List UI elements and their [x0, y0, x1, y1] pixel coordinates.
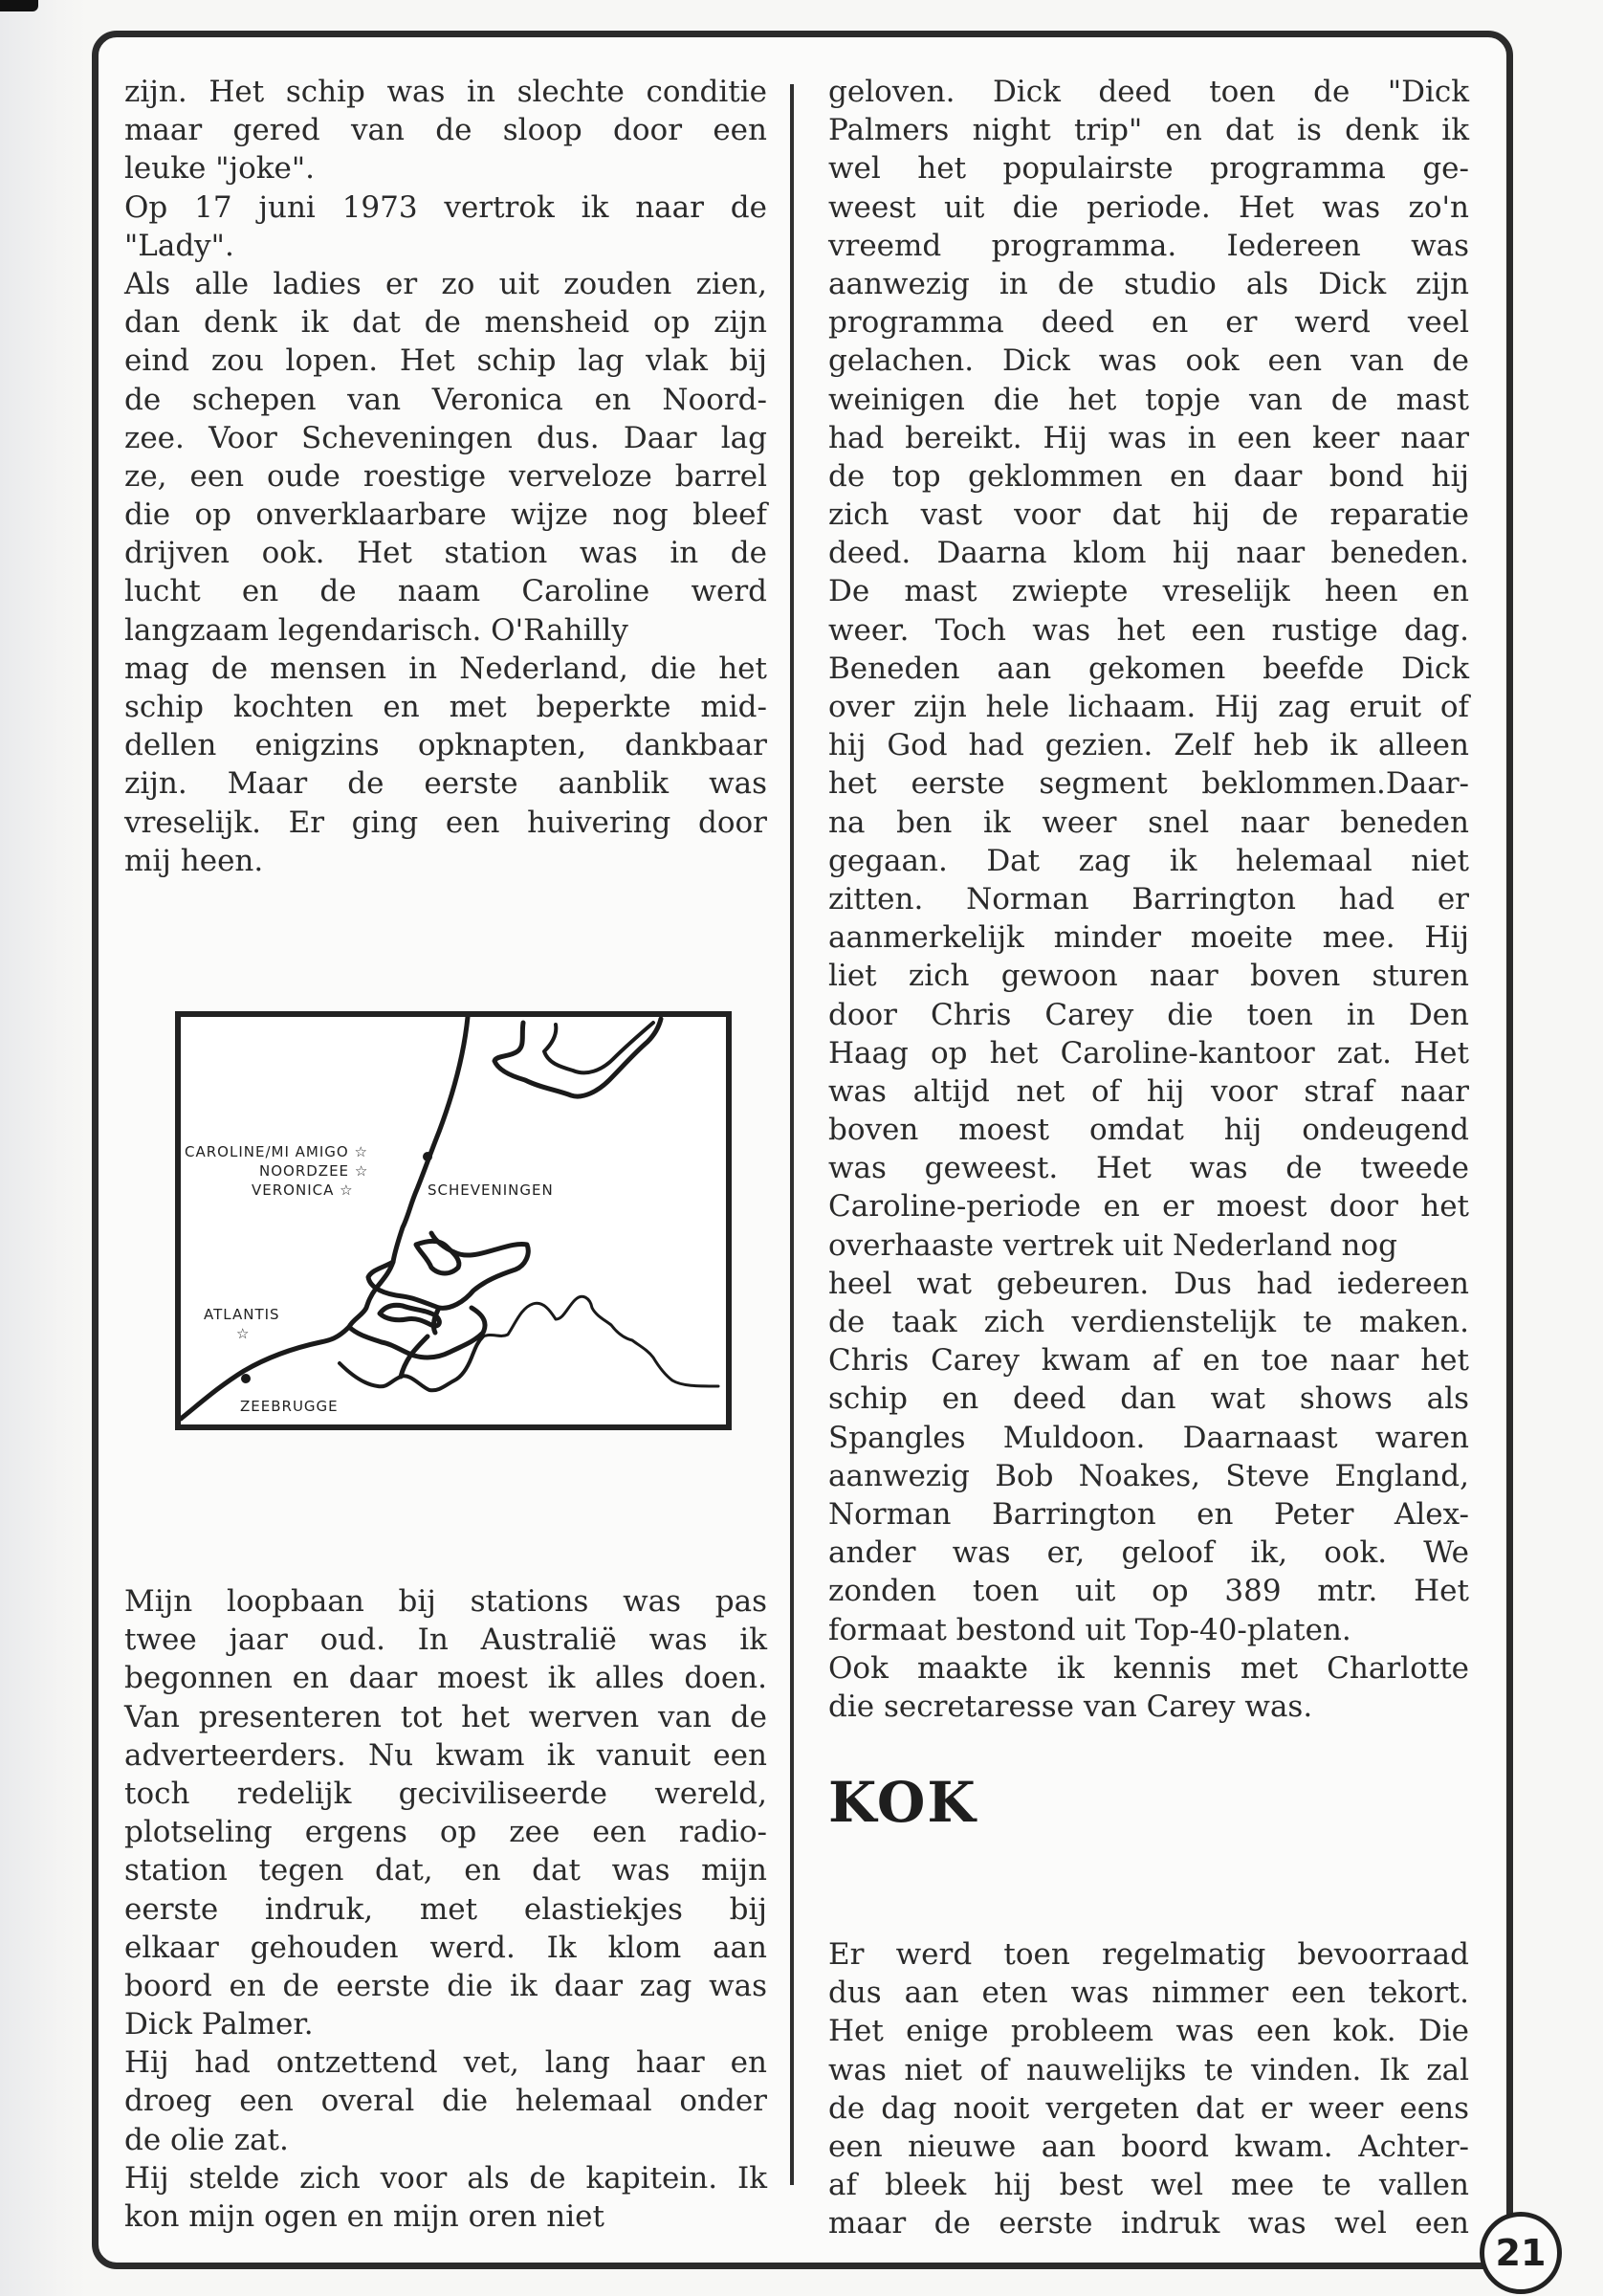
text-line: weinigen die het topje van de mast [828, 382, 1469, 417]
text-line: geloven. Dick deed toen de "Dick [828, 75, 1469, 109]
scheveningen-dot [423, 1152, 432, 1161]
text-line: maar de eerste indruk was wel een [828, 2206, 1469, 2241]
text-line: overhaaste vertrek uit Nederland nog [828, 1227, 1397, 1263]
text-line: de dag nooit vergeten dat er weer eens [828, 2090, 1469, 2126]
text-line: dan denk ik dat de mensheid op zijn [124, 305, 767, 341]
map-label-caroline: CAROLINE/MI AMIGO ☆ [185, 1143, 368, 1160]
text-line: mij heen. [124, 843, 264, 878]
text-line: station tegen dat, en dat was mijn [124, 1853, 767, 1888]
text-line: De mast zwiepte vreselijk heen en [828, 574, 1469, 609]
text-line: de top geklommen en daar bond hij [828, 458, 1469, 494]
text-line: Als alle ladies er zo uit zouden zien, [124, 266, 767, 301]
text-line: liet zich gewoon naar boven sturen [828, 959, 1469, 994]
text-line: zee. Voor Scheveningen dus. Daar lag [124, 420, 767, 455]
right-column-text-bottom [828, 1935, 1469, 2243]
text-line: Er werd toen regelmatig bevoorraad [828, 1937, 1469, 1972]
text-line: Op 17 juni 1973 vertrok ik naar de [124, 189, 767, 225]
text-line: zonden toen uit op 389 mtr. Het [828, 1574, 1469, 1609]
text-line: dus aan eten was nimmer een tekort. [828, 1976, 1469, 2011]
text-line: af bleek hij best wel mee te vallen [828, 2168, 1469, 2203]
text-line: programma deed en er werd veel [828, 305, 1469, 341]
text-line: zijn. Maar de eerste aanblik was [124, 766, 767, 802]
text-line: aanwezig in de studio als Dick zijn [828, 266, 1469, 301]
page-number-badge: 21 [1480, 2212, 1562, 2294]
map-label-atlantis: ATLANTIS [204, 1306, 280, 1323]
scan-edge-shading [0, 0, 86, 2296]
text-line: boven moest omdat hij ondeugend [828, 1113, 1469, 1148]
text-line: Palmers night trip" en dat is denk ik [828, 113, 1469, 148]
text-line: Dick Palmer. [124, 2007, 314, 2042]
column-divider [790, 84, 794, 2185]
scan-corner-artifact [0, 0, 38, 11]
text-line: Beneden aan gekomen beefde Dick [828, 651, 1469, 686]
text-line: aanmerkelijk minder moeite mee. Hij [828, 920, 1469, 956]
text-line: Caroline-periode en er moest door het [828, 1189, 1469, 1225]
text-line: ander was er, geloof ik, ook. We [828, 1535, 1469, 1571]
text-line: Hij had ontzettend vet, lang haar en [124, 2045, 767, 2081]
text-line: eind zou lopen. Het schip lag vlak bij [124, 343, 767, 379]
zeebrugge-dot [241, 1374, 251, 1383]
text-line: Het enige probleem was een kok. Die [828, 2014, 1469, 2049]
text-line: twee jaar oud. In Australië was ik [124, 1623, 767, 1658]
text-line: kon mijn ogen en mijn oren niet [124, 2199, 604, 2234]
text-line: Norman Barrington en Peter Alex- [828, 1496, 1469, 1532]
station-star-icon: ☆ [354, 1162, 369, 1180]
text-line: mag de mensen in Nederland, die het [124, 651, 767, 686]
text-line: dellen enigzins opknapten, dankbaar [124, 728, 767, 763]
text-line: formaat bestond uit Top-40-platen. [828, 1612, 1351, 1647]
right-column-text-top [828, 73, 1469, 1726]
text-line: adverteerders. Nu kwam ik vanuit een [124, 1737, 767, 1773]
text-line: drijven ook. Het station was in de [124, 536, 767, 571]
text-line: zich vast voor dat hij de reparatie [828, 497, 1469, 533]
text-line: schip kochten en met beperkte mid- [124, 690, 767, 724]
section-heading-kok: KOK [828, 1770, 977, 1835]
left-column-text-top [124, 73, 767, 880]
text-line: zijn. Het schip was in slechte conditie [124, 75, 767, 109]
map-label-veronica: VERONICA ☆ [252, 1181, 354, 1199]
text-line: had bereikt. Hij was in een keer naar [828, 420, 1469, 455]
text-line: was altijd net of hij voor straf naar [828, 1073, 1469, 1109]
text-line: eerste indruk, met elastiekjes bij [124, 1891, 767, 1927]
text-line: maar gered van de sloop door een [124, 113, 767, 148]
text-line: vreselijk. Er ging een huivering door [124, 805, 767, 840]
text-line: hij God had gezien. Zelf heb ik alleen [828, 728, 1469, 763]
coastline-map [175, 1011, 732, 1430]
text-line: gelachen. Dick was ook een van de [828, 343, 1469, 379]
text-line: door Chris Carey die toen in Den [828, 997, 1469, 1032]
text-line: gegaan. Dat zag ik helemaal niet [828, 843, 1469, 878]
text-line: zitten. Norman Barrington had er [828, 881, 1469, 916]
text-line: ze, een oude roestige verveloze barrel [124, 458, 767, 494]
left-column-text-bottom [124, 1582, 767, 2236]
text-line: begonnen en daar moest ik alles doen. [124, 1661, 767, 1696]
text-line: droeg een overal die helemaal onder [124, 2084, 767, 2119]
text-line: wel het populairste programma ge- [828, 151, 1469, 187]
text-line: Ook maakte ik kennis met Charlotte [828, 1650, 1469, 1686]
text-line: vreemd programma. Iedereen was [828, 228, 1469, 263]
text-line: een nieuwe aan boord kwam. Achter- [828, 2129, 1469, 2164]
text-line: Hij stelde zich voor als de kapitein. Ik [124, 2160, 767, 2196]
text-line: die secretaresse van Carey was. [828, 1689, 1313, 1724]
text-line: aanwezig Bob Noakes, Steve England, [828, 1458, 1469, 1493]
text-line: de schepen van Veronica en Noord- [124, 382, 767, 417]
station-star-icon: ☆ [340, 1181, 354, 1199]
map-coastline-drawing [181, 1017, 726, 1424]
text-line: langzaam legendarisch. O'Rahilly [124, 612, 628, 648]
station-star-icon: ☆ [354, 1143, 368, 1160]
text-line: was niet of nauwelijks te vinden. Ik zal [828, 2052, 1469, 2087]
text-line: toch redelijk geciviliseerde wereld, [124, 1776, 767, 1811]
text-line: leuke "joke". [124, 151, 315, 187]
text-line: plotseling ergens op zee een radio- [124, 1815, 767, 1850]
text-line: over zijn hele lichaam. Hij zag eruit of [828, 690, 1469, 724]
text-line: weest uit die periode. Het was zo'n [828, 189, 1469, 225]
text-line: na ben ik weer snel naar beneden [828, 805, 1469, 840]
map-label-scheveningen: SCHEVENINGEN [428, 1181, 554, 1199]
text-line: Mijn loopbaan bij stations was pas [124, 1584, 767, 1619]
map-label-zeebrugge: ZEEBRUGGE [240, 1398, 339, 1415]
text-line: de olie zat. [124, 2122, 289, 2157]
station-star-icon: ☆ [236, 1325, 251, 1342]
text-line: heel wat gebeuren. Dus had iedereen [828, 1266, 1469, 1301]
text-line: "Lady". [124, 228, 234, 263]
text-line: lucht en de naam Caroline werd [124, 574, 767, 609]
text-line: Chris Carey kwam af en toe naar het [828, 1343, 1469, 1379]
text-line: was geweest. Het was de tweede [828, 1151, 1469, 1186]
text-line: Haag op het Caroline-kantoor zat. Het [828, 1035, 1469, 1071]
map-label-noordzee: NOORDZEE ☆ [259, 1162, 369, 1180]
text-line: weer. Toch was het een rustige dag. [828, 612, 1469, 648]
text-line: schip en deed dan wat shows als [828, 1381, 1469, 1417]
text-line: boord en de eerste die ik daar zag was [124, 1968, 767, 2003]
text-line: Van presenteren tot het werven van de [124, 1699, 767, 1734]
text-line: Spangles Muldoon. Daarnaast waren [828, 1420, 1469, 1455]
text-line: het eerste segment beklommen.Daar- [828, 766, 1469, 802]
text-line: die op onverklaarbare wijze nog bleef [124, 497, 767, 533]
text-line: deed. Daarna klom hij naar beneden. [828, 536, 1469, 571]
text-line: elkaar gehouden werd. Ik klom aan [124, 1930, 767, 1965]
text-line: de taak zich verdienstelijk te maken. [828, 1305, 1469, 1339]
